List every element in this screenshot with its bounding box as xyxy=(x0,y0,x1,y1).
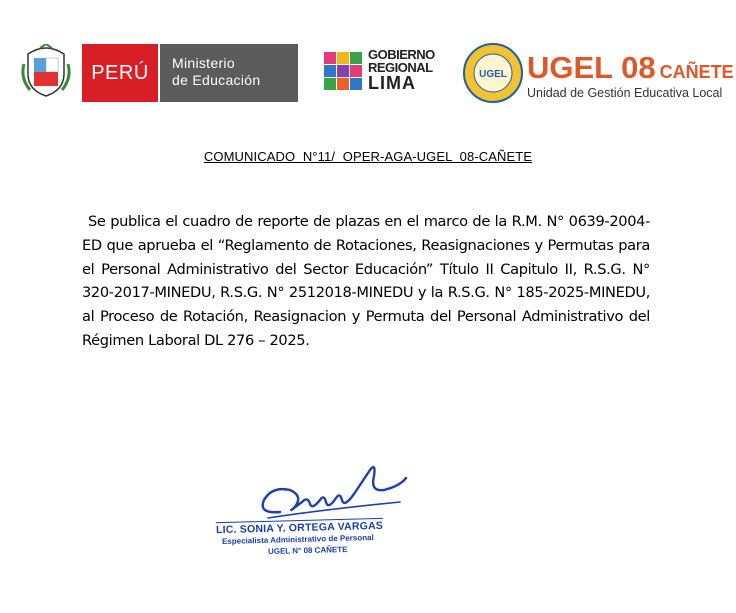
signature-org: UGEL N° 08 CAÑETE xyxy=(267,544,348,557)
signature-name: LIC. SONIA Y. ORTEGA VARGAS xyxy=(215,519,384,537)
comunicado-title: COMUNICADO N°11/ OPER-AGA-UGEL 08-CAÑETE xyxy=(203,149,533,164)
ugel-subtitle: Unidad de Gestión Educativa Local xyxy=(527,86,723,100)
comunicado-body xyxy=(82,210,650,353)
letterhead xyxy=(0,40,736,110)
minedu-line2: de Educación xyxy=(172,72,261,88)
ugel-title xyxy=(527,50,734,86)
signature-block xyxy=(210,450,430,590)
ugel-seal-icon xyxy=(462,42,524,104)
gobierno-regional-icon xyxy=(322,50,364,94)
gobierno-line1: GOBIERNO xyxy=(368,47,435,62)
gobierno-line2: REGIONAL xyxy=(368,60,433,75)
ugel-seal-center: UGEL xyxy=(479,69,507,80)
gobierno-line3: LIMA xyxy=(368,73,416,93)
minedu-line1: Ministerio xyxy=(172,55,235,71)
minedu-logo xyxy=(160,44,298,102)
signature-role: Especialista Administrativo de Personal xyxy=(221,533,374,546)
comunicado-paragraph: Se publica el cuadro de reporte de plazas en el marco de la R.M. N° 0639-2004-ED que aprueba el “Reglamento de Rotaciones, Reasignaciones y Permutas para el Personal Administrativo del Sector Educación” Título II Capitulo II, R.S.G. N° 320-2017-MINEDU, R.S.G. N° 2512018-MINEDU y la R.S.G. N° 185-2025-MINEDU, al Proceso de Rotación, Reasignacion y Permuta del Personal Administrativo del Régimen Laboral DL 276 – 2025. xyxy=(82,213,650,349)
peru-label: PERÚ xyxy=(91,61,149,84)
ugel-title-main: UGEL 08 xyxy=(527,50,656,85)
gobierno-regional-logo-text xyxy=(368,48,435,92)
peru-logo xyxy=(82,44,158,102)
handwritten-signature xyxy=(250,456,410,526)
ugel-title-canete: CAÑETE xyxy=(659,62,734,82)
peru-coat-of-arms-icon xyxy=(20,44,72,98)
